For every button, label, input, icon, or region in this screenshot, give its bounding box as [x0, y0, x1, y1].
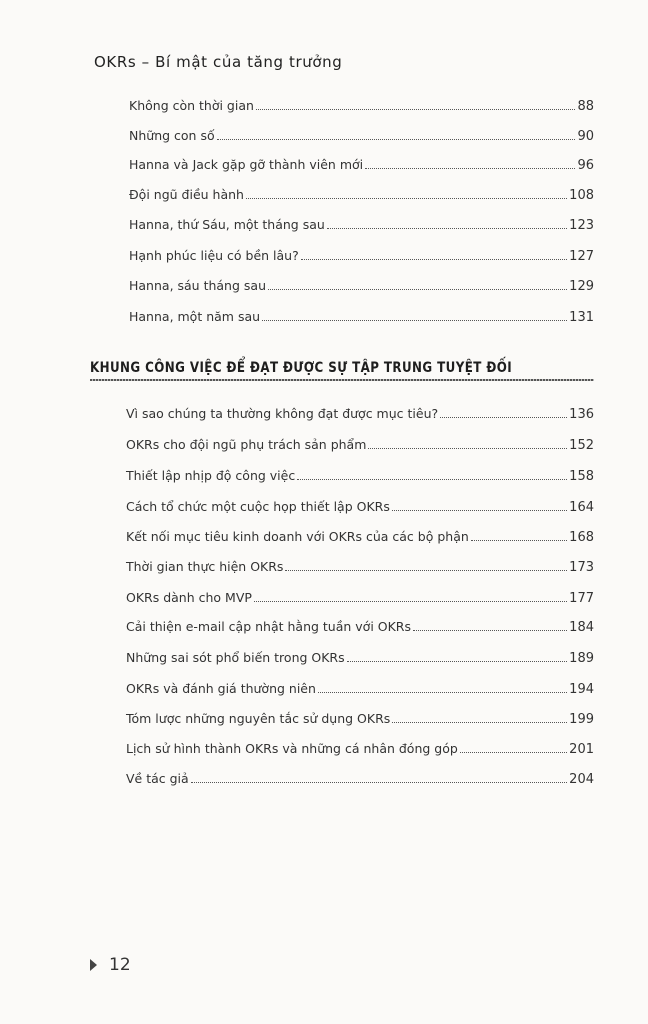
toc-entry-page: 199	[569, 712, 594, 727]
toc-entry[interactable]	[126, 681, 594, 697]
toc-entry-page: 177	[569, 591, 594, 606]
toc-entry[interactable]	[126, 771, 594, 787]
toc-entry[interactable]	[126, 437, 594, 453]
toc-entry-title: Những con số	[129, 128, 215, 143]
toc-entry[interactable]	[126, 741, 594, 757]
toc-entry-title: OKRs dành cho MVP	[126, 590, 252, 605]
toc-entry[interactable]	[129, 157, 594, 173]
dot-leader	[301, 259, 567, 260]
toc-entry-page: 173	[569, 560, 594, 575]
toc-entry[interactable]	[126, 590, 594, 606]
dot-leader	[217, 139, 576, 140]
toc-entry-page: 108	[569, 188, 594, 203]
toc-entry-page: 194	[569, 682, 594, 697]
toc-entry[interactable]	[126, 619, 594, 635]
toc-entry-title: Thiết lập nhịp độ công việc	[126, 468, 296, 483]
toc-entry[interactable]	[126, 711, 594, 727]
toc-entry-title: Thời gian thực hiện OKRs	[126, 559, 284, 574]
dot-leader	[365, 168, 575, 169]
toc-entry-title: Cải thiện e-mail cập nhật hằng tuần với OKRs	[126, 619, 412, 634]
toc-entry-title: Vì sao chúng ta thường không đạt được mục tiêu?	[126, 406, 439, 421]
toc-entry-page: 129	[569, 279, 594, 294]
toc-entry-page: 152	[569, 438, 594, 453]
toc-entry[interactable]	[126, 406, 594, 422]
dot-leader	[460, 752, 567, 753]
toc-entry-title: Kết nối mục tiêu kinh doanh với OKRs của các bộ phận	[126, 529, 469, 544]
dot-leader	[327, 228, 567, 229]
toc-entry-page: 189	[569, 651, 594, 666]
dot-leader	[318, 692, 567, 693]
dot-leader	[471, 540, 567, 541]
page-number: 12	[109, 955, 131, 975]
toc-entry-page: 164	[569, 500, 594, 515]
dot-leader	[368, 448, 567, 449]
section-heading	[90, 357, 594, 381]
toc-entry[interactable]	[126, 650, 594, 666]
toc-entry-page: 88	[577, 99, 594, 114]
toc-entry[interactable]	[129, 187, 594, 203]
toc-entry-page: 96	[577, 158, 594, 173]
dot-leader	[297, 479, 567, 480]
dot-leader	[268, 289, 567, 290]
running-header: OKRs – Bí mật của tăng trưởng	[94, 53, 343, 71]
toc-entry-page: 184	[569, 620, 594, 635]
toc-entry[interactable]	[129, 98, 594, 114]
toc-entry-page: 123	[569, 218, 594, 233]
dot-leader	[413, 630, 567, 631]
toc-entry-page: 136	[569, 407, 594, 422]
toc-entry[interactable]	[129, 248, 594, 264]
toc-entry-title: Những sai sót phổ biến trong OKRs	[126, 650, 345, 665]
toc-entry-page: 131	[569, 310, 594, 325]
dot-leader	[285, 570, 567, 571]
toc-entry-page: 201	[569, 742, 594, 757]
section-heading-text: KHUNG CÔNG VIỆC ĐỂ ĐẠT ĐƯỢC SỰ TẬP TRUNG TUYỆT ĐỐI	[90, 360, 513, 376]
toc-entry-title: OKRs và đánh giá thường niên	[126, 681, 316, 696]
toc-entry-page: 158	[569, 469, 594, 484]
toc-entry[interactable]	[126, 499, 594, 515]
section-divider	[90, 379, 594, 381]
toc-entry-page: 204	[569, 772, 594, 787]
toc-entry-title: Hanna và Jack gặp gỡ thành viên mới	[129, 157, 364, 172]
dot-leader	[392, 510, 567, 511]
toc-entry-page: 90	[577, 129, 594, 144]
dot-leader	[262, 320, 567, 321]
toc-entry-title: Hanna, thứ Sáu, một tháng sau	[129, 217, 325, 232]
dot-leader	[254, 601, 567, 602]
dot-leader	[191, 782, 567, 783]
dot-leader	[256, 109, 576, 110]
toc-entry-title: Cách tổ chức một cuộc họp thiết lập OKRs	[126, 499, 390, 514]
toc-entry[interactable]	[129, 217, 594, 233]
toc-entry[interactable]	[126, 468, 594, 484]
toc-entry-title: Hanna, một năm sau	[129, 309, 261, 324]
dot-leader	[347, 661, 568, 662]
toc-entry-title: Hạnh phúc liệu có bền lâu?	[129, 248, 299, 263]
toc-entry-page: 168	[569, 530, 594, 545]
toc-entry-page: 127	[569, 249, 594, 264]
page-footer	[90, 955, 131, 975]
toc-entry-title: Lịch sử hình thành OKRs và những cá nhân đóng góp	[126, 741, 458, 756]
toc-entry-title: Hanna, sáu tháng sau	[129, 278, 266, 293]
dot-leader	[246, 198, 567, 199]
toc-entry[interactable]	[129, 128, 594, 144]
dot-leader	[440, 417, 567, 418]
dot-leader	[392, 722, 567, 723]
toc-entry-title: Đội ngũ điều hành	[129, 187, 244, 202]
toc-entry-title: Về tác giả	[126, 771, 189, 786]
toc-entry[interactable]	[129, 309, 594, 325]
triangle-right-icon	[90, 959, 97, 971]
toc-entry[interactable]	[126, 529, 594, 545]
toc-entry-title: Tóm lược những nguyên tắc sử dụng OKRs	[126, 711, 391, 726]
toc-entry-title: Không còn thời gian	[129, 98, 254, 113]
toc-entry[interactable]	[126, 559, 594, 575]
toc-entry-title: OKRs cho đội ngũ phụ trách sản phẩm	[126, 437, 367, 452]
toc-entry[interactable]	[129, 278, 594, 294]
